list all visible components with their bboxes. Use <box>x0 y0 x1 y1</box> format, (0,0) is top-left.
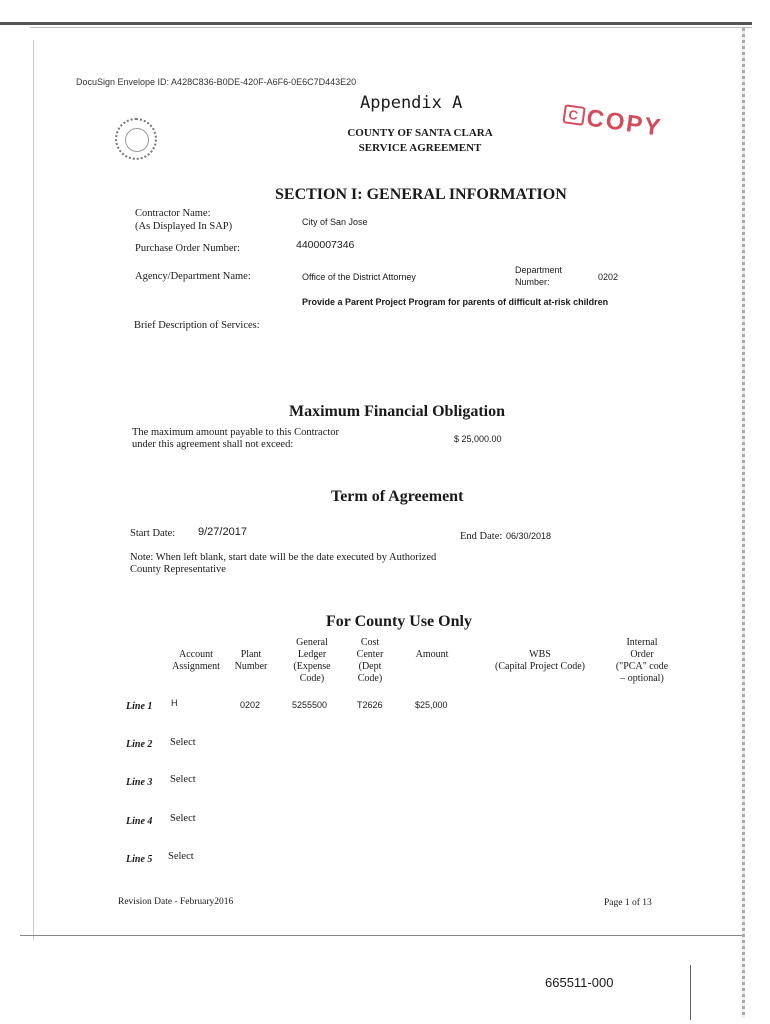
header-gl: General Ledger (Expense Code) <box>293 637 331 684</box>
line-2-account-select[interactable]: Select <box>170 737 196 748</box>
start-date-label: Start Date: <box>130 528 176 539</box>
county-title: COUNTY OF SANTA CLARA <box>347 127 493 139</box>
financial-title: Maximum Financial Obligation <box>289 403 506 420</box>
line-1-amount[interactable]: $25,000 <box>415 700 448 710</box>
description-value: Provide a Parent Project Program for parents of difficult at-risk children <box>302 297 609 307</box>
term-note-1: Note: When left blank, start date will be the date executed by Authorized <box>130 552 437 563</box>
copy-stamp: C COPY <box>562 101 664 143</box>
line-3-account-select[interactable]: Select <box>170 774 196 785</box>
header-internal-order: Internal Order ("PCA" code – optional) <box>615 637 669 684</box>
scan-bottom-line <box>20 935 742 936</box>
header-wbs: WBS (Capital Project Code) <box>495 649 585 672</box>
description-label: Brief Description of Services: <box>134 320 260 331</box>
scan-bottom-box-edge <box>690 965 691 1020</box>
agency-value: Office of the District Attorney <box>302 272 416 282</box>
line-4-account-select[interactable]: Select <box>170 813 196 824</box>
scan-right-edge <box>742 28 745 1018</box>
financial-amount: $ 25,000.00 <box>454 434 502 444</box>
line-2-label: Line 2 <box>126 739 153 750</box>
term-note-2: County Representative <box>130 564 226 575</box>
financial-text-2: under this agreement shall not exceed: <box>132 439 294 450</box>
po-value: 4400007346 <box>296 239 355 251</box>
start-date-value: 9/27/2017 <box>198 526 247 538</box>
header-cost-center: Cost Center (Dept Code) <box>356 637 384 684</box>
header-plant: Plant Number <box>234 649 268 672</box>
term-title: Term of Agreement <box>331 488 464 505</box>
line-1-gl[interactable]: 5255500 <box>292 700 328 710</box>
county-use-title: For County Use Only <box>326 613 472 630</box>
line-4-label: Line 4 <box>126 816 153 827</box>
section1-title: SECTION I: GENERAL INFORMATION <box>275 186 567 203</box>
agency-label: Agency/Department Name: <box>135 271 251 282</box>
line-3-label: Line 3 <box>126 777 153 788</box>
page-number: Page 1 of 13 <box>604 898 652 908</box>
end-date-value: 06/30/2018 <box>506 531 552 541</box>
line-1-cost-center[interactable]: T2626 <box>357 700 383 710</box>
docusign-envelope-id: DocuSign Envelope ID: A428C836-B0DE-420F-A6F6-0E6C7D443E20 <box>76 77 357 87</box>
line-5-account-select[interactable]: Select <box>168 851 194 862</box>
scan-top-border-inner <box>30 27 752 28</box>
agreement-title: SERVICE AGREEMENT <box>358 142 482 154</box>
document-number: 665511-000 <box>545 975 614 990</box>
dept-number-value: 0202 <box>598 272 619 282</box>
contractor-label-sub: (As Displayed In SAP) <box>135 221 233 232</box>
line-1-account[interactable]: H <box>171 698 178 708</box>
appendix-title: Appendix A <box>360 93 463 113</box>
scan-top-border <box>0 22 752 25</box>
header-account: Account Assignment <box>172 649 220 672</box>
revision-date: Revision Date - February2016 <box>118 897 234 907</box>
line-1-label: Line 1 <box>126 701 153 712</box>
financial-text-1: The maximum amount payable to this Contractor <box>132 427 340 438</box>
contractor-value: City of San Jose <box>302 217 368 227</box>
end-date-label: End Date: <box>460 531 503 542</box>
dept-number-label-sub: Number: <box>515 277 550 287</box>
scan-left-edge <box>33 40 34 940</box>
county-seal-icon <box>115 118 157 160</box>
copyright-c-icon: C <box>562 104 586 126</box>
po-label: Purchase Order Number: <box>135 243 240 254</box>
line-1-plant[interactable]: 0202 <box>240 700 261 710</box>
dept-number-label: Department <box>515 265 563 275</box>
contractor-label: Contractor Name: <box>135 208 211 219</box>
line-5-label: Line 5 <box>126 854 153 865</box>
header-amount: Amount <box>415 649 449 660</box>
